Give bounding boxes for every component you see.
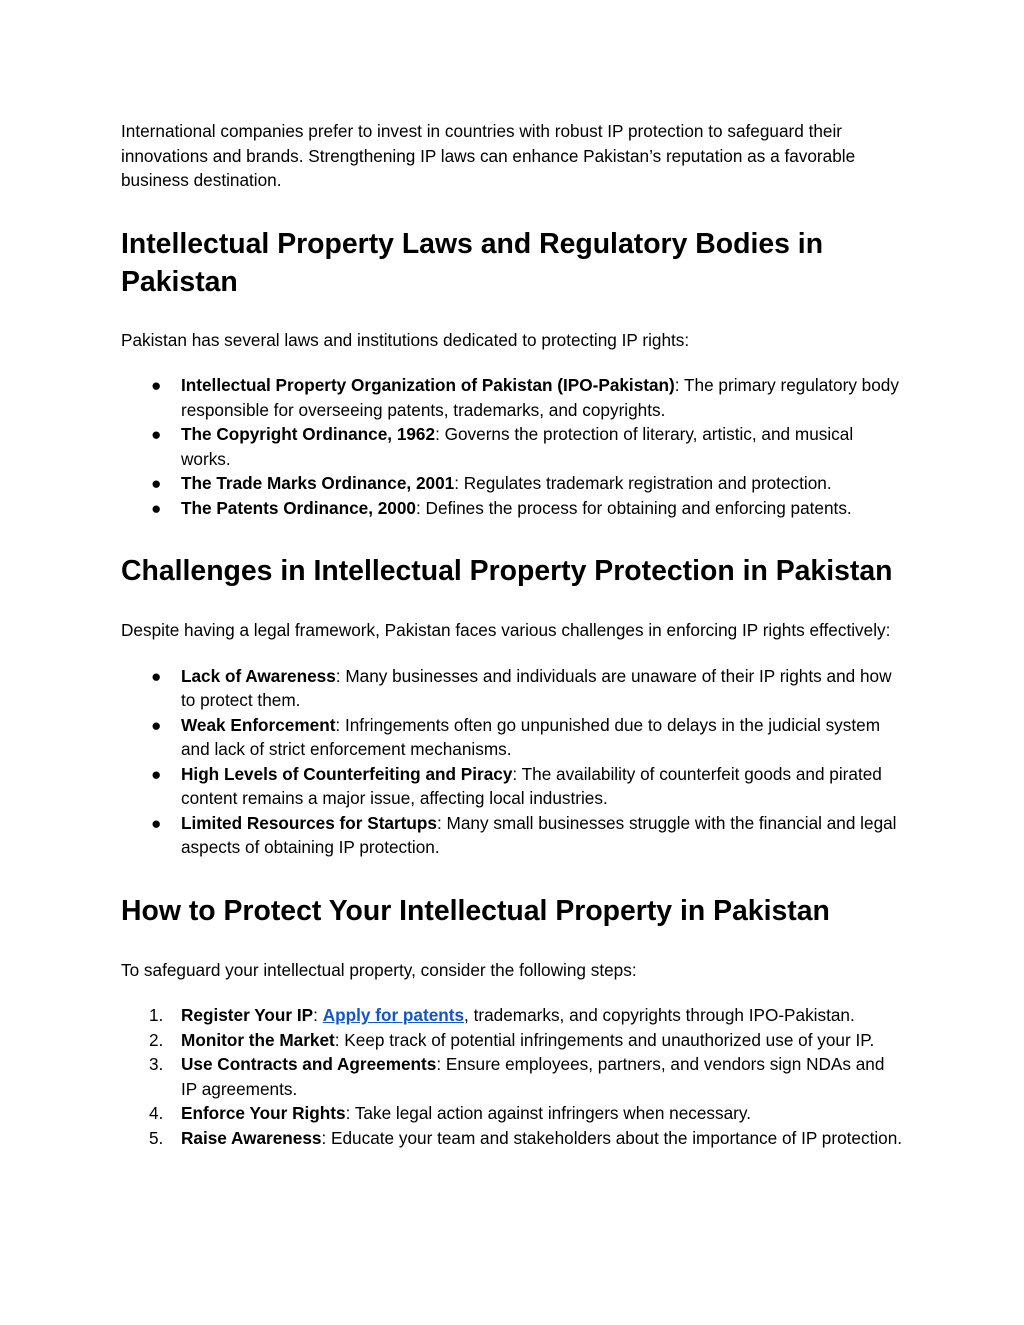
list-item	[121, 496, 904, 521]
list-item	[121, 422, 904, 471]
list-item-term: The Patents Ordinance, 2000	[181, 497, 416, 518]
list-item-text: : Governs the protection of literary, artistic, and musical works.	[181, 424, 854, 469]
list-item	[121, 1101, 904, 1126]
list-item-text: : The primary regulatory body responsible for overseeing patents, trademarks, and copyrights.	[181, 375, 899, 420]
list-item-term: Enforce Your Rights	[181, 1103, 346, 1123]
list-item-term: The Trade Marks Ordinance, 2001	[181, 473, 455, 493]
list-item	[121, 713, 904, 762]
bullet-icon: ●	[151, 812, 162, 833]
bullet-icon: ●	[151, 763, 162, 784]
bullet-icon: ●	[151, 665, 162, 686]
protect-intro-paragraph: To safeguard your intellectual property, consider the following steps:	[121, 959, 637, 980]
list-item	[121, 471, 904, 496]
list-item	[121, 811, 904, 860]
list-item-term: Weak Enforcement	[181, 714, 336, 735]
list-item-term: High Levels of Counterfeiting and Piracy	[181, 763, 513, 784]
section-heading-challenges: Challenges in Intellectual Property Protection in Pakistan	[121, 555, 893, 587]
section-heading-laws: Intellectual Property Laws and Regulatory Bodies in Pakistan	[121, 227, 824, 298]
laws-bullet-list	[121, 373, 904, 520]
list-item-text: : Defines the process for obtaining and enforcing patents.	[416, 497, 852, 518]
intro-paragraph: International companies prefer to invest in countries with robust IP protection to safeguard their innovations and brands. Strengthening IP laws can enhance Pakistan’s reputation as a favorable business destination.	[121, 121, 856, 190]
list-item-text: : Educate your team and stakeholders about the importance of IP protection.	[321, 1127, 903, 1148]
list-item	[121, 1052, 904, 1101]
list-item-term: Limited Resources for Startups	[181, 812, 437, 833]
list-number: 5.	[149, 1127, 164, 1148]
list-item-text: : Keep track of potential infringements and unauthorized use of your IP.	[334, 1029, 875, 1050]
bullet-icon: ●	[151, 375, 162, 395]
list-item-term: Monitor the Market	[181, 1029, 335, 1050]
protect-numbered-list	[121, 1003, 904, 1150]
list-item-text: : Many businesses and individuals are unaware of their IP rights and how to protect them.	[181, 665, 892, 710]
list-item-text: : Regulates trademark registration and protection.	[454, 473, 832, 493]
list-number: 1.	[149, 1005, 164, 1025]
apply-for-patents-link[interactable]: Apply for patents	[322, 1005, 465, 1025]
list-item-term: Intellectual Property Organization of Pakistan (IPO-Pakistan)	[181, 375, 675, 395]
list-item-text: : Infringements often go unpunished due to delays in the judicial system and lack of strict enforcement mechanisms.	[181, 714, 881, 759]
list-item-term: Lack of Awareness	[181, 665, 336, 686]
bullet-icon: ●	[151, 473, 162, 493]
list-number: 4.	[149, 1103, 164, 1123]
bullet-icon: ●	[151, 497, 162, 518]
list-item-term: Register Your IP	[181, 1005, 314, 1025]
list-item-text: : The availability of counterfeit goods and pirated content remains a major issue, affecting local industries.	[181, 763, 882, 808]
challenges-bullet-list	[121, 664, 904, 860]
list-item	[121, 1126, 904, 1151]
list-number: 3.	[149, 1054, 164, 1074]
list-item-term: Raise Awareness	[181, 1127, 322, 1148]
list-item	[121, 1003, 904, 1028]
list-item-term: The Copyright Ordinance, 1962	[181, 424, 436, 444]
section-heading-protect: How to Protect Your Intellectual Property in Pakistan	[121, 894, 830, 927]
bullet-icon: ●	[151, 714, 162, 735]
list-number: 2.	[149, 1029, 164, 1050]
bullet-icon: ●	[151, 424, 162, 444]
list-item-text: : Ensure employees, partners, and vendors sign NDAs and IP agreements.	[181, 1054, 885, 1099]
list-item	[121, 762, 904, 811]
list-item	[121, 664, 904, 713]
list-item-term: Use Contracts and Agreements	[181, 1054, 437, 1074]
list-item-separator: :	[313, 1005, 323, 1025]
challenges-intro-paragraph: Despite having a legal framework, Pakistan faces various challenges in enforcing IP rights effectively:	[121, 620, 891, 640]
laws-intro-paragraph: Pakistan has several laws and institutions dedicated to protecting IP rights:	[121, 329, 690, 350]
list-item	[121, 1028, 904, 1053]
list-item-text: : Many small businesses struggle with the financial and legal aspects of obtaining IP protection.	[181, 812, 897, 857]
list-item-text: , trademarks, and copyrights through IPO-Pakistan.	[464, 1005, 855, 1025]
list-item	[121, 373, 904, 422]
list-item-text: : Take legal action against infringers when necessary.	[345, 1103, 751, 1123]
